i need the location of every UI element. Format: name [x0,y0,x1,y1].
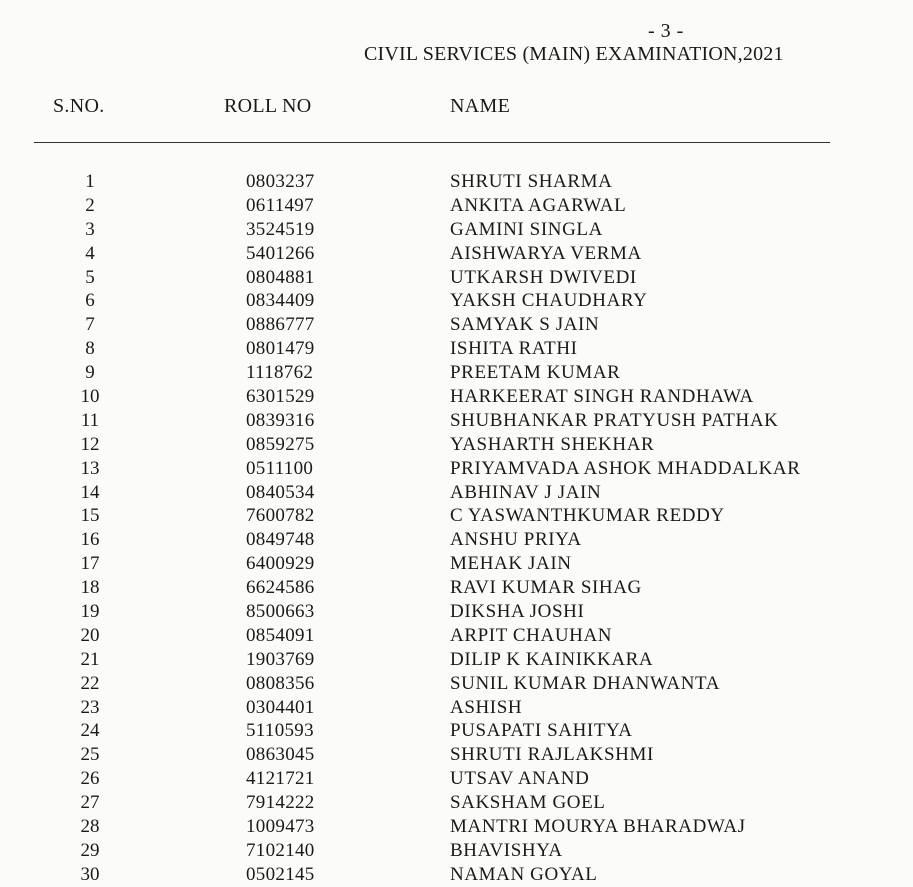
table-row [0,504,913,528]
candidate-name: PREETAM KUMAR [450,362,621,384]
roll-number: 6400929 [246,553,315,575]
table-row [0,600,913,624]
table-row [0,361,913,385]
candidate-name: NAMAN GOYAL [450,863,598,885]
roll-number: 5110593 [246,720,314,742]
table-row [0,624,913,648]
roll-number: 6624586 [246,577,315,599]
column-header-roll-no: ROLL NO [224,95,312,117]
candidate-name: SAKSHAM GOEL [450,792,606,814]
serial-number: 17 [80,553,100,575]
candidate-name: SHRUTI SHARMA [450,171,613,192]
serial-number: 28 [80,816,100,838]
roll-number: 1118762 [246,362,314,384]
table-row [0,337,913,361]
candidate-name: MANTRI MOURYA BHARADWAJ [450,816,746,838]
candidate-name: AISHWARYA VERMA [450,242,642,264]
table-row [0,289,913,313]
serial-number: 4 [85,242,95,264]
table-row [0,576,913,600]
table-row [0,863,913,887]
serial-number: 27 [80,792,100,814]
table-row [0,648,913,672]
candidate-name: MEHAK JAIN [450,553,572,575]
roll-number: 7102140 [246,839,315,861]
serial-number: 2 [85,194,95,216]
table-row [0,528,913,552]
roll-number: 7600782 [246,505,315,527]
candidate-name: ANSHU PRIYA [450,529,582,551]
candidate-name: SHUBHANKAR PRATYUSH PATHAK [450,409,779,431]
serial-number: 19 [80,601,100,623]
roll-number: 1903769 [246,648,315,670]
roll-number: 0611497 [246,194,314,216]
roll-number: 0803237 [246,171,315,192]
serial-number: 10 [80,386,100,408]
serial-number: 14 [80,481,100,503]
serial-number: 22 [80,672,100,694]
page-number: - 3 - [648,20,684,42]
table-row [0,791,913,815]
roll-number: 5401266 [246,242,315,264]
roll-number: 8500663 [246,601,315,623]
results-list [0,170,913,887]
candidate-name: SAMYAK S JAIN [450,314,600,336]
roll-number: 3524519 [246,218,315,240]
roll-number: 0839316 [246,409,315,431]
candidate-name: HARKEERAT SINGH RANDHAWA [450,386,754,408]
table-row [0,839,913,863]
table-row [0,743,913,767]
roll-number: 0304401 [246,696,315,718]
serial-number: 15 [80,505,100,527]
candidate-name: YASHARTH SHEKHAR [450,433,655,455]
candidate-name: UTSAV ANAND [450,768,590,790]
serial-number: 16 [80,529,100,551]
roll-number: 0502145 [246,863,315,885]
table-row [0,266,913,290]
serial-number: 1 [85,171,95,192]
roll-number: 0808356 [246,672,315,694]
table-row [0,457,913,481]
candidate-name: ANKITA AGARWAL [450,194,627,216]
roll-number: 1009473 [246,816,315,838]
candidate-name: SUNIL KUMAR DHANWANTA [450,672,721,694]
exam-title: CIVIL SERVICES (MAIN) EXAMINATION,2021 [364,43,784,65]
candidate-name: ABHINAV J JAIN [450,481,602,503]
candidate-name: PRIYAMVADA ASHOK MHADDALKAR [450,457,801,479]
roll-number: 6301529 [246,386,315,408]
serial-number: 21 [80,648,100,670]
serial-number: 13 [80,457,100,479]
table-row [0,242,913,266]
table-row [0,696,913,720]
candidate-name: BHAVISHYA [450,839,563,861]
table-row [0,672,913,696]
candidate-name: DIKSHA JOSHI [450,601,585,623]
serial-number: 3 [85,218,95,240]
roll-number: 0859275 [246,433,315,455]
serial-number: 26 [80,768,100,790]
table-row [0,385,913,409]
roll-number: 0834409 [246,290,315,312]
serial-number: 25 [80,744,100,766]
serial-number: 23 [80,696,100,718]
candidate-name: PUSAPATI SAHITYA [450,720,633,742]
table-row [0,719,913,743]
roll-number: 0849748 [246,529,315,551]
table-row [0,433,913,457]
serial-number: 29 [80,839,100,861]
roll-number: 0863045 [246,744,315,766]
roll-number: 0886777 [246,314,315,336]
serial-number: 11 [80,409,100,431]
roll-number: 0511100 [246,457,314,479]
table-row [0,767,913,791]
column-header-sno: S.NO. [53,95,105,117]
table-row [0,815,913,839]
candidate-name: C YASWANTHKUMAR REDDY [450,505,725,527]
roll-number: 7914222 [246,792,315,814]
candidate-name: ARPIT CHAUHAN [450,624,613,646]
serial-number: 24 [80,720,100,742]
table-row [0,409,913,433]
roll-number: 0801479 [246,338,315,360]
serial-number: 7 [85,314,95,336]
serial-number: 12 [80,433,100,455]
serial-number: 30 [80,863,100,885]
roll-number: 4121721 [246,768,315,790]
candidate-name: GAMINI SINGLA [450,218,603,240]
column-header-name: NAME [450,95,511,117]
header-divider [34,142,830,143]
serial-number: 18 [80,577,100,599]
candidate-name: ISHITA RATHI [450,338,578,360]
candidate-name: DILIP K KAINIKKARA [450,648,654,670]
candidate-name: RAVI KUMAR SIHAG [450,577,642,599]
roll-number: 0840534 [246,481,315,503]
table-row [0,170,913,194]
table-row [0,218,913,242]
candidate-name: ASHISH [450,696,523,718]
candidate-name: YAKSH CHAUDHARY [450,290,648,312]
roll-number: 0854091 [246,624,315,646]
table-row [0,481,913,505]
candidate-name: SHRUTI RAJLAKSHMI [450,744,654,766]
serial-number: 5 [85,266,95,288]
table-row [0,194,913,218]
candidate-name: UTKARSH DWIVEDI [450,266,637,288]
serial-number: 8 [85,338,95,360]
serial-number: 6 [85,290,95,312]
roll-number: 0804881 [246,266,315,288]
serial-number: 20 [80,624,100,646]
serial-number: 9 [85,362,95,384]
table-row [0,552,913,576]
table-row [0,313,913,337]
